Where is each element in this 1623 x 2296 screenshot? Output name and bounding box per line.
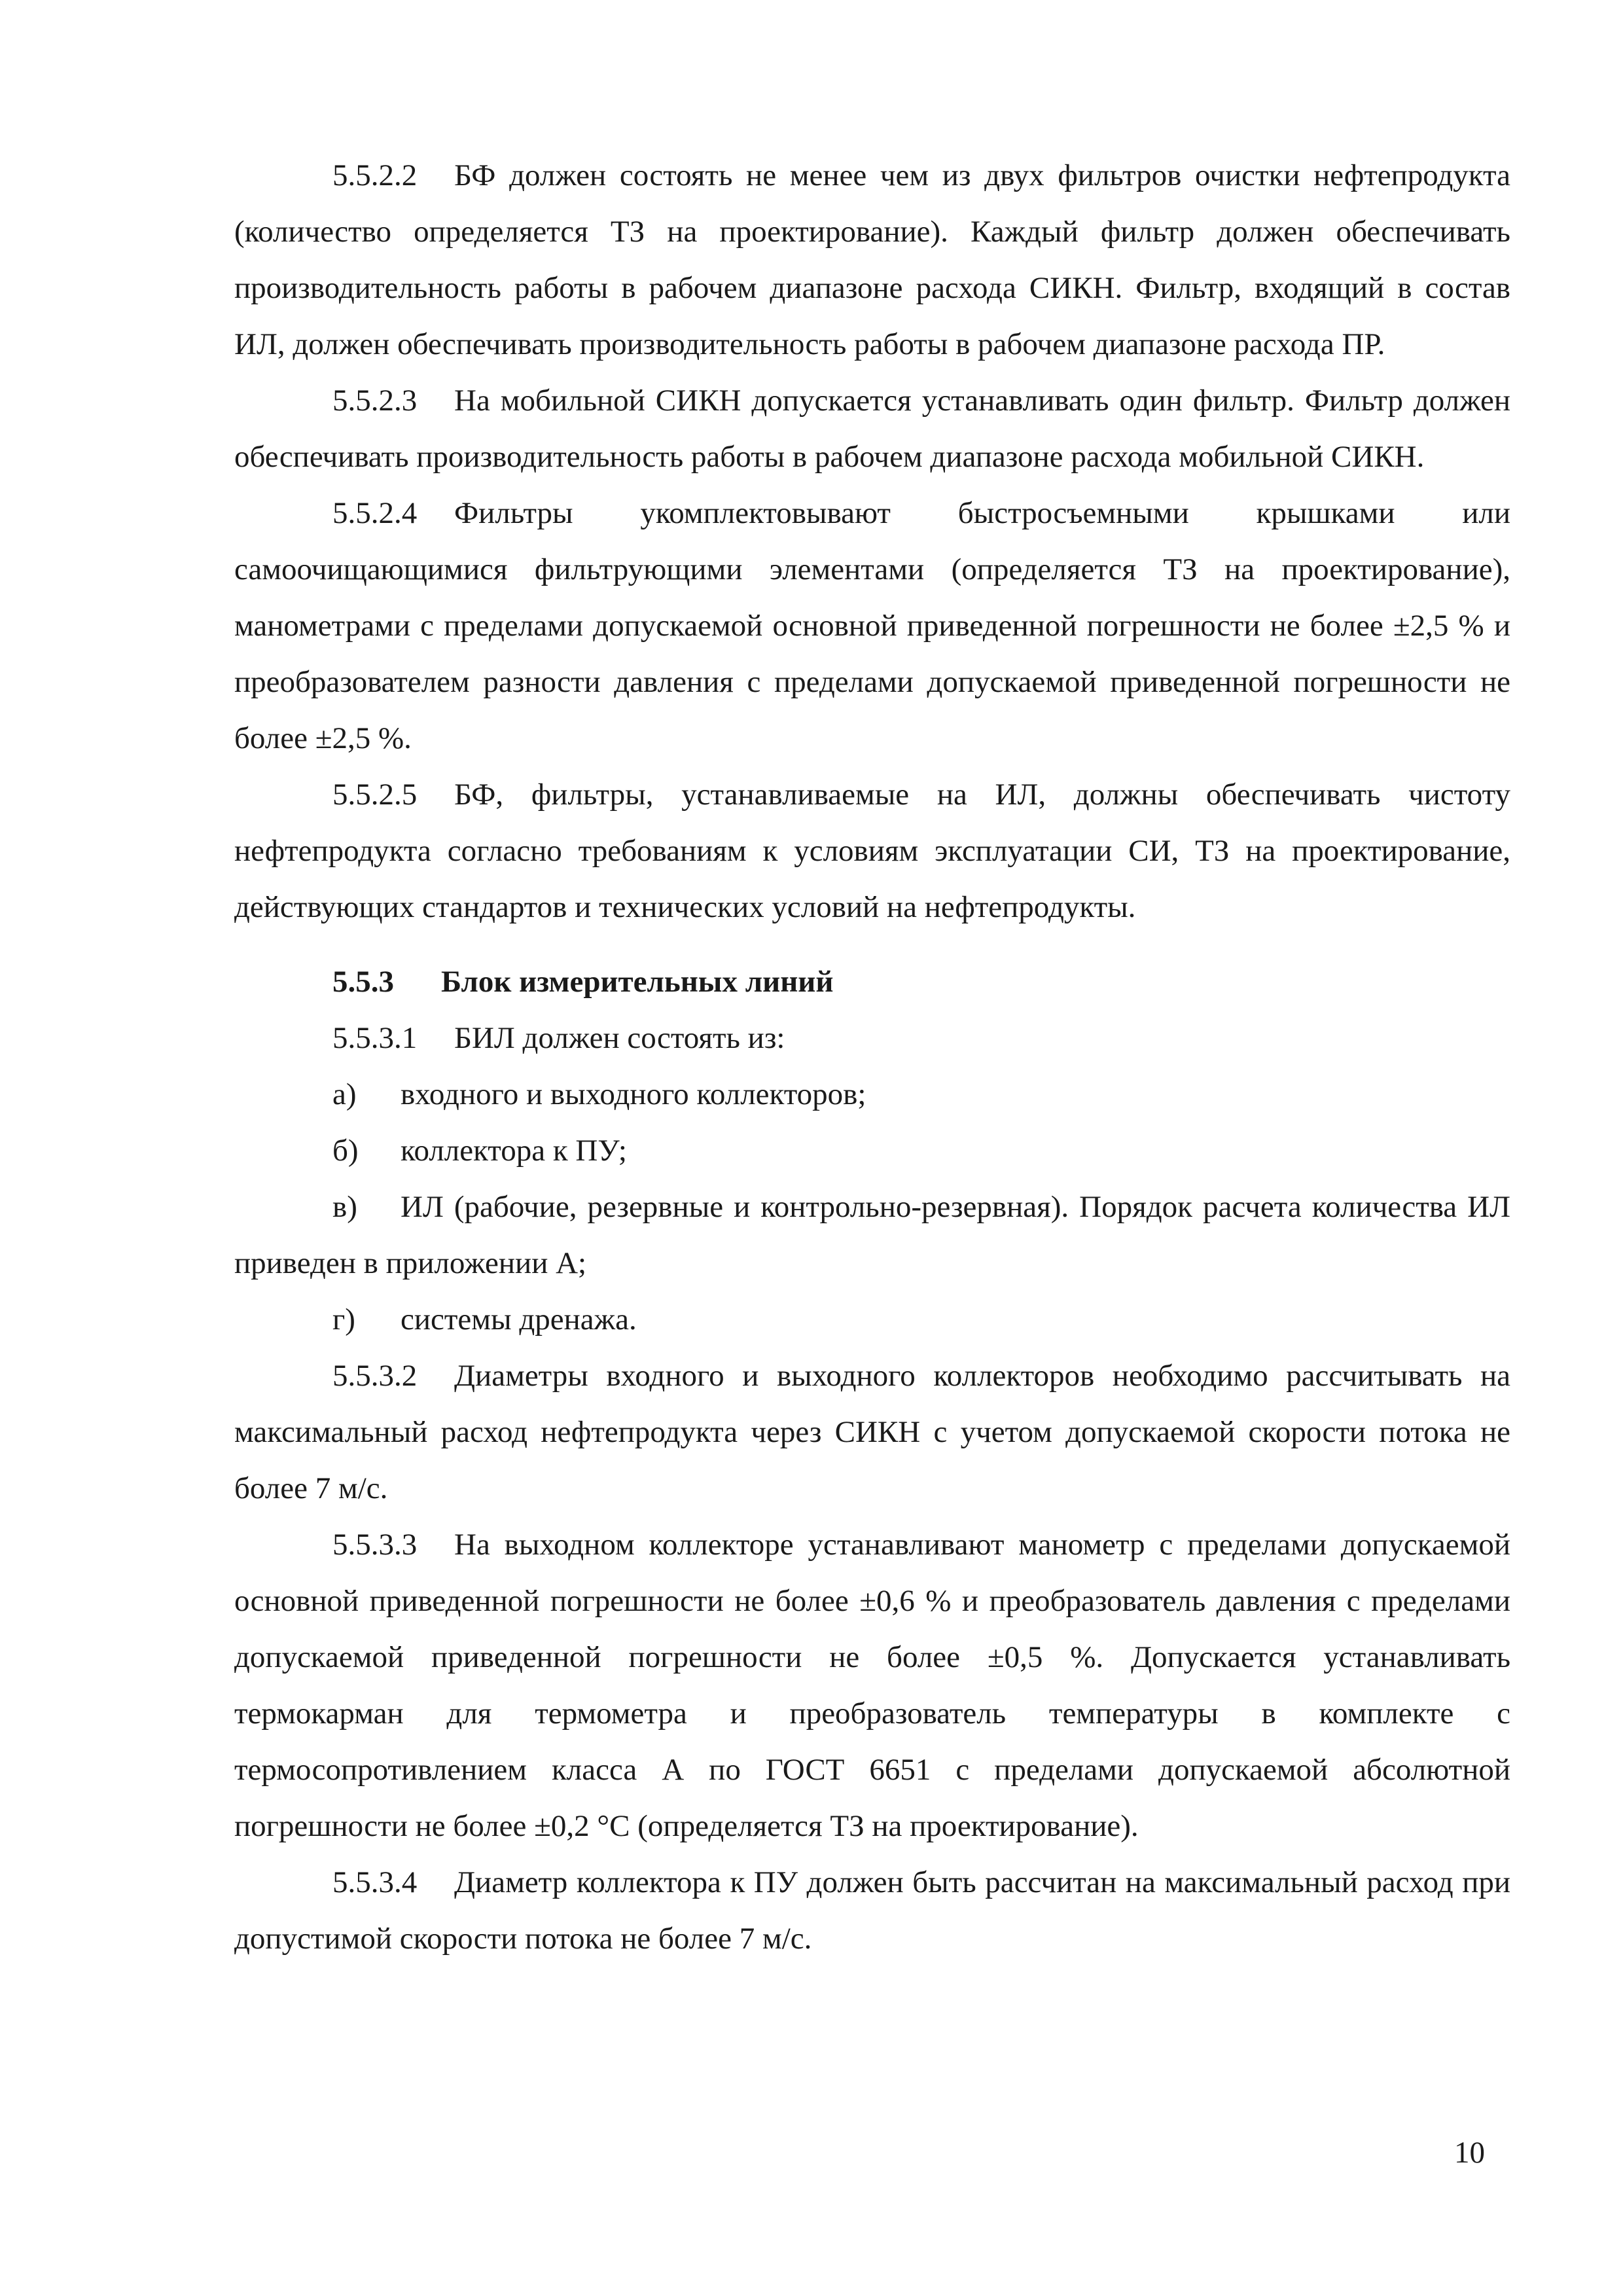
paragraph-5-5-3-1 (234, 1010, 1510, 1066)
paragraph-5-5-2-5 (234, 766, 1510, 935)
paragraph-number: 5.5.3.4 (332, 1865, 418, 1899)
paragraph-text: На мобильной СИКН допускается устанавливать один фильтр. Фильтр должен обеспечивать производительность работы в рабочем диапазоне расхода мобильной СИКН. (234, 384, 1510, 474)
list-marker: г) (332, 1302, 355, 1336)
paragraph-text: БФ, фильтры, устанавливаемые на ИЛ, должны обеспечивать чистоту нефтепродукта согласно требованиям к условиям эксплуатации СИ, ТЗ на проектирование, действующих стандартов и технических условий на нефтепродукты. (234, 778, 1510, 924)
paragraph-number: 5.5.3.1 (332, 1021, 418, 1055)
paragraph-text: Диаметр коллектора к ПУ должен быть рассчитан на максимальный расход при допустимой скорости потока не более 7 м/с. (234, 1865, 1510, 1956)
list-item (234, 1179, 1510, 1291)
list-item-text: входного и выходного коллекторов; (401, 1077, 866, 1111)
list-marker: б) (332, 1134, 359, 1168)
section-number: 5.5.3 (332, 965, 394, 999)
paragraph-number: 5.5.3.2 (332, 1359, 418, 1393)
paragraph-number: 5.5.2.5 (332, 778, 418, 812)
list-item-text: ИЛ (рабочие, резервные и контрольно-резервная). Порядок расчета количества ИЛ приведен в приложении А; (234, 1190, 1510, 1280)
paragraph-text: На выходном коллекторе устанавливают манометр с пределами допускаемой основной приведенной погрешности не более ±0,6 % и преобразователь давления с пределами допускаемой приведенной погрешности не более ±0,5 %. Допускается устанавливать термокарман для термометра и преобразователь температуры в комплекте с термосопротивлением класса А по ГОСТ 6651 с пределами допускаемой абсолютной погрешности не более ±0,2 °С (определяется ТЗ на проектирование). (234, 1528, 1510, 1843)
paragraph-number: 5.5.2.4 (332, 496, 418, 530)
paragraph-5-5-2-2 (234, 147, 1510, 372)
list-marker: в) (332, 1190, 357, 1224)
list-item (234, 1291, 1510, 1348)
list-marker: а) (332, 1077, 357, 1111)
document-body (234, 147, 1510, 1967)
paragraph-text: БИЛ должен состоять из: (454, 1021, 785, 1055)
paragraph-number: 5.5.3.3 (332, 1528, 418, 1562)
section-title: Блок измерительных линий (441, 965, 834, 999)
paragraph-number: 5.5.2.3 (332, 384, 418, 418)
list-item (234, 1122, 1510, 1179)
paragraph-5-5-2-4 (234, 485, 1510, 766)
paragraph-5-5-3-4 (234, 1854, 1510, 1967)
paragraph-text: Диаметры входного и выходного коллекторов необходимо рассчитывать на максимальный расход нефтепродукта через СИКН с учетом допускаемой скорости потока не более 7 м/с. (234, 1359, 1510, 1505)
paragraph-number: 5.5.2.2 (332, 158, 418, 192)
list-item-text: системы дренажа. (401, 1302, 637, 1336)
paragraph-5-5-3-2 (234, 1348, 1510, 1516)
list-item-text: коллектора к ПУ; (401, 1134, 627, 1168)
paragraph-text: Фильтры укомплектовывают быстросъемными крышками или самоочищающимися фильтрующими элементами (определяется ТЗ на проектирование), манометрами с пределами допускаемой основной приведенной погрешности не более ±2,5 % и преобразователем разности давления с пределами допускаемой приведенной погрешности не более ±2,5 %. (234, 496, 1510, 755)
paragraph-5-5-2-3 (234, 372, 1510, 485)
section-heading (234, 954, 1510, 1010)
paragraph-5-5-3-3 (234, 1516, 1510, 1854)
page-number: 10 (1454, 2136, 1485, 2170)
paragraph-text: БФ должен состоять не менее чем из двух фильтров очистки нефтепродукта (количество определяется ТЗ на проектирование). Каждый фильтр должен обеспечивать производительность работы в рабочем диапазоне расхода СИКН. Фильтр, входящий в состав ИЛ, должен обеспечивать производительность работы в рабочем диапазоне расхода ПР. (234, 158, 1510, 361)
list-item (234, 1066, 1510, 1122)
